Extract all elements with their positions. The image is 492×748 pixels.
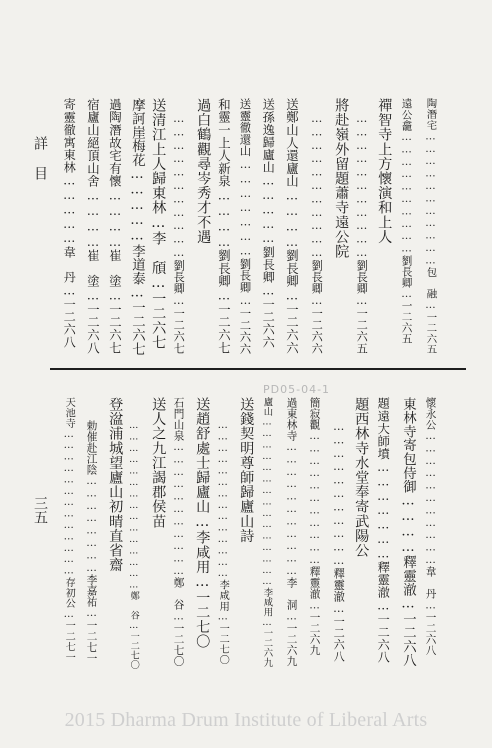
toc-entry: 懷永公……………………………韋 丹…一二六八: [424, 397, 437, 656]
toc-entry-continuation: ……………………………劉長卿…一二六六: [310, 112, 324, 354]
toc-entry: 題遠大師墳…………………釋靈澈…一二六八: [376, 397, 391, 664]
toc-entry: 送趙舒處士歸廬山…李咸用…一二七〇: [194, 397, 211, 649]
toc-entry: 石門山泉……………………………鄭 谷…一二七〇: [172, 397, 185, 667]
toc-entry: 送孫逸歸廬山……………劉長卿…一二六六: [261, 98, 276, 349]
toc-entry: 送鄭山人還廬山…………劉長卿…一二六六: [284, 98, 300, 355]
toc-entry-continuation: ……………………………劉長卿…一二六七: [172, 112, 186, 354]
catalogue-stamp: PD05-04-1: [263, 383, 331, 396]
section-divider: [50, 368, 466, 370]
toc-entry-continuation: ……………………………劉長卿…一二六五: [355, 112, 369, 354]
page-number: 三五: [32, 496, 48, 524]
toc-entry: 過白鶴觀尋岑秀才不遇: [195, 98, 212, 244]
toc-entry: 題西林寺水堂奉寄武陽公: [353, 397, 370, 558]
toc-entry: 廬山………………………………………李咸用…一二六九: [261, 397, 273, 668]
toc-entry: 將赴嶺外留題蕭寺遠公院: [333, 98, 350, 259]
toc-entry-continuation: ………………………………………鄭 谷…一二七〇: [128, 420, 140, 670]
toc-entry: 過東林寺……………………………李 洞…一二六九: [285, 397, 298, 667]
running-title: 詳目: [32, 136, 48, 196]
toc-entry: 摩訶崖梅花……………李道泰…一二六七: [129, 98, 145, 356]
toc-entry: 登湓浦城望廬山初晴直省齋: [107, 397, 124, 573]
toc-entry: 天池寺…………………………………存初公…一二七一: [63, 397, 75, 663]
toc-entry: 過陶潛故宅有懷…………崔 塗…一二六七: [107, 98, 123, 355]
toc-entry-continuation: ……………………………釋靈澈…一二六八: [332, 420, 346, 662]
toc-entry: 陶潛宅……………………………包 融…一二六五: [424, 98, 437, 355]
toc-entry: 簡寂觀……………………………釋靈澈…一二六九: [308, 397, 321, 656]
toc-entry-continuation: 勅催赴江陰……………………李嘉祐…一二七一: [85, 420, 98, 664]
toc-entry: 禪智寺上方懷演和上人: [376, 98, 393, 244]
toc-entry: 送錢契明尊師歸廬山詩: [238, 397, 255, 543]
toc-entry: 宿廬山絕頂山舍…………崔 塗…一二六八: [85, 98, 101, 355]
watermark: 2015 Dharma Drum Institute of Liberal Arts: [64, 709, 428, 731]
toc-entry: 東林寺寄包侍御…………釋靈澈…一二六八: [400, 397, 416, 668]
toc-entry: 寄靈徹寓東林……………韋 丹…一二六八: [62, 98, 77, 349]
toc-entry: 遠公龕…………………………劉長卿…一二六五: [400, 98, 413, 345]
toc-entry: 送清江上人歸東林…李 頎…一二六七: [150, 98, 167, 350]
toc-entry: 和靈一上人新泉…………劉長卿…一二六七: [216, 98, 232, 355]
toc-entry: 送靈徹還山…………………劉長卿…一二六六: [238, 98, 253, 355]
toc-entry: 送人之九江謁郡侯苗: [150, 397, 167, 529]
toc-entry-continuation: ……………………………………李咸用…一二七〇: [217, 420, 229, 666]
